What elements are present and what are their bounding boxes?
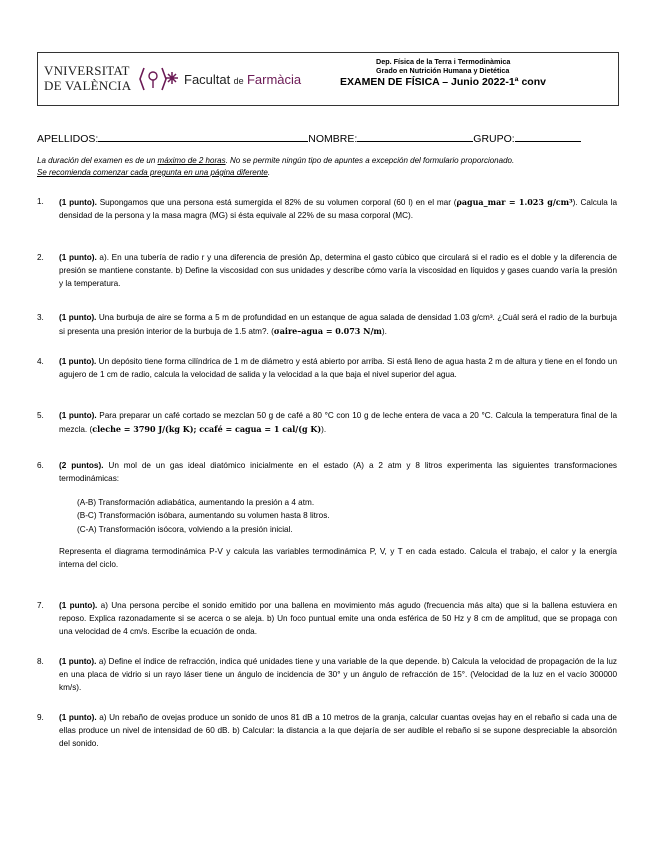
exam-header <box>37 52 619 106</box>
question-text-tail: ). <box>381 326 387 336</box>
question-formula: cleche = 3790 J/(kg K); ccafé = cagua = 1 cal/(g K) <box>92 423 322 434</box>
question-text-after: Representa el diagrama termodinámica P-V y calcula las variables termodinámica P, V, y T en cada estado. Calcula el trabajo, el calor y la energía interna del ciclo. <box>59 547 617 569</box>
question-number: 3. <box>37 313 44 322</box>
question-points: (1 punto). <box>59 713 97 722</box>
question-points: (1 punto). <box>59 357 97 366</box>
degree-label: Grado en Nutrición Humana y Dietética <box>376 66 510 75</box>
question-points: (1 punto). <box>59 657 97 666</box>
question-9 <box>37 712 617 750</box>
list-item: (C-A) Transformación isócora, volviendo a la presión inicial. <box>77 524 293 534</box>
question-6 <box>37 460 617 572</box>
question-text: Un depósito tiene forma cilíndrica de 1 m de diámetro y está abierto por arriba. Si está lleno de agua hasta 2 m de altura y tiene en el fondo un agujero de 1 cm de radio, calcula la velocidad de salida y la velocidad a la que baja el nivel superior del agua. <box>59 357 618 379</box>
question-text: Supongamos que una persona está sumergida el 82% de su volumen corporal (60 l) en el mar ( <box>99 198 457 207</box>
question-points: (1 punto). <box>59 198 97 207</box>
question-points: (1 punto). <box>59 253 97 262</box>
note-recommendation: Se recomienda comenzar cada pregunta en una página diferente <box>37 168 268 177</box>
question-number: 1. <box>37 197 44 206</box>
question-7 <box>37 600 617 638</box>
question-points: (1 punto). <box>59 601 98 610</box>
question-text: a) Define el índice de refracción, indica qué unidades tiene y una variable de la que depende. b) Calcula la velocidad de propagación de la luz en una placa de vidrio si un rayo láser tiene un ángulo de incidencia de 30° y un ángulo de refracción de 15°. (Velocidad de la luz en el vacío 300000 km/s). <box>59 657 617 692</box>
faculty-name: Farmàcia <box>246 72 302 87</box>
question-8 <box>37 656 617 694</box>
grupo-label: GRUPO: <box>473 133 515 145</box>
note-duration: máximo de 2 horas <box>157 156 226 165</box>
university-name-line2: DE VALÈNCIA <box>44 78 132 93</box>
apellidos-field[interactable] <box>98 131 308 142</box>
nombre-field[interactable] <box>357 131 473 142</box>
question-text: a) Un rebaño de ovejas produce un sonido de unos 81 dB a 10 metros de la granja, calcular cuantas ovejas hay en el rebaño si cada una de ellas produce un nivel de intensidad de 60 dB. b) Calcular: la distancia a la que dejaría de ser audible el rebaño si se supone despreciable la absorción del sonido. <box>59 713 617 748</box>
list-item: (B-C) Transformación isóbara, aumentando su volumen hasta 8 litros. <box>77 511 330 521</box>
question-5 <box>37 410 617 437</box>
question-number: 6. <box>37 461 44 470</box>
university-logo <box>44 63 131 93</box>
question-text-tail: ). <box>321 424 327 434</box>
grupo-field[interactable] <box>515 131 581 142</box>
question-number: 2. <box>37 253 44 262</box>
question-points: (2 puntos). <box>59 461 104 470</box>
question-text: Un mol de un gas ideal diatómico inicialmente en el estado (A) a 2 atm y 8 litros experimenta las siguientes transformaciones termodinámicas: <box>59 461 617 483</box>
question-points: (1 punto). <box>59 313 97 322</box>
nombre-label: NOMBRE: <box>308 133 358 145</box>
question-number: 4. <box>37 357 44 366</box>
question-text-tail: ). Calcula la densidad de la persona y la masa magra (MG) si ésta equivale al 22% de su masa corporal (MC). <box>59 198 617 220</box>
question-3 <box>37 312 617 339</box>
question-2 <box>37 252 617 290</box>
question-points: (1 punto). <box>59 411 97 420</box>
question-formula: σaire–agua = 0.073 N/m <box>273 325 382 336</box>
question-number: 5. <box>37 411 44 420</box>
note-part2: . No se permite ningún tipo de apuntes a excepción del formulario proporcionado. <box>225 156 515 165</box>
question-number: 7. <box>37 601 44 610</box>
header-info <box>340 57 610 89</box>
apellidos-label: APELLIDOS: <box>37 133 99 145</box>
exam-instructions: La duración del examen es de un máximo de 2 horas. No se permite ningún tipo de apuntes a excepción del formulario proporcionado. Se recomienda comenzar cada pregunta en una página diferente. <box>37 156 515 177</box>
list-item: (A-B) Transformación adiabática, aumentando la presión a 4 atm. <box>77 497 315 507</box>
faculty-prefix: Facultat <box>184 72 231 87</box>
note-part1: La duración del examen es de un <box>37 156 158 165</box>
department-label: Dep. Física de la Terra i Termodinàmica <box>376 57 511 66</box>
question-4 <box>37 356 617 382</box>
university-name-line1: VNIVERSITAT <box>44 63 130 78</box>
student-fields <box>37 131 627 145</box>
exam-title: EXAMEN DE FÍSICA – Junio 2022-1ª conv <box>340 76 546 88</box>
faculty-emblem-icon <box>138 62 178 96</box>
faculty-de: de <box>233 76 244 86</box>
question-text: a). En una tubería de radio r y una diferencia de presión Δp, determina el gasto cúbico que circulará si el radio es el doble y la diferencia de presión se mantiene constante. b) Define la viscosidad con sus unidades y describe cómo varía la viscosidad en líquidos y gases cuando varía la presión y la temperatura. <box>59 253 617 288</box>
question-formula: ρagua_mar = 1.023 g/cm³ <box>456 197 573 207</box>
question-number: 9. <box>37 713 44 722</box>
question-text: a) Una persona percibe el sonido emitido por una ballena en movimiento más agudo (frecuencia más alta) que si la ballena estuviera en reposo. Explica razonadamente si se acerca o se aleja. b) Un foco puntual emite una onda esférica de 50 Hz y 8 cm de amplitud, que se propaga con una velocidad de 4 cm/s. Escribe la ecuación de onda. <box>59 601 618 636</box>
question-1 <box>37 196 617 223</box>
faculty-logo-text <box>184 72 301 87</box>
transformation-list <box>77 496 617 537</box>
question-number: 8. <box>37 657 44 666</box>
question-text: Para preparar un café cortado se mezclan 50 g de café a 80 °C con 10 g de leche entera de vaca a 20 °C. Calcula la temperatura final de la mezcla. ( <box>59 411 618 434</box>
question-text: Una burbuja de aire se forma a 5 m de profundidad en un estanque de agua salada de densidad 1.03 g/cm³. ¿Cuál será el radio de la burbuja si presenta una presión interior de la burbuja de 1.5 atm?. ( <box>59 313 617 336</box>
